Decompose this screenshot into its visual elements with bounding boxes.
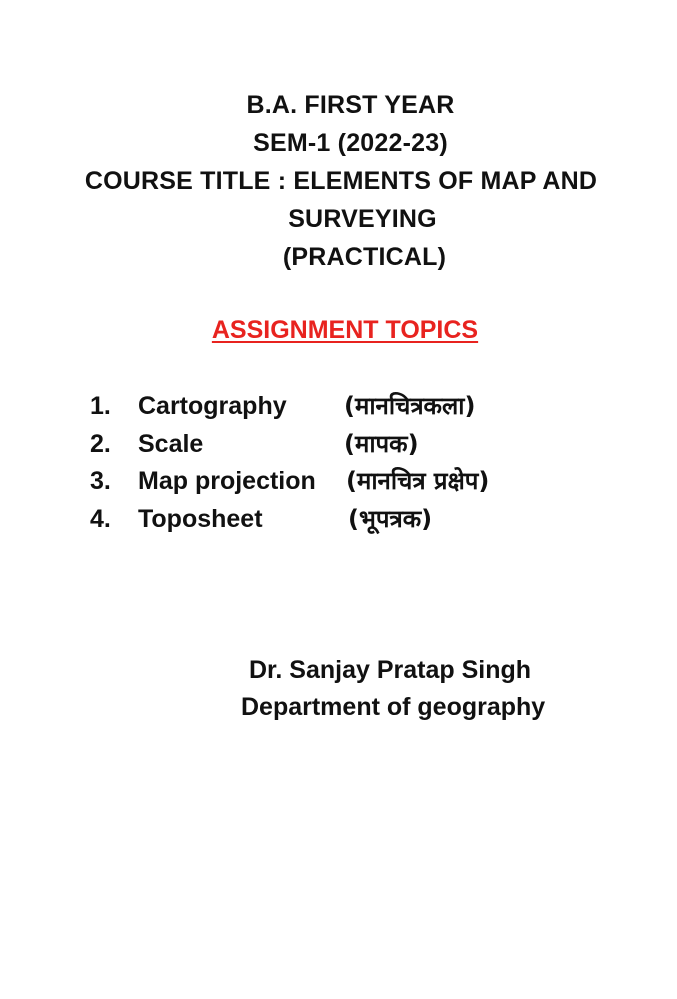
topic-hindi-name: (मापक) bbox=[344, 429, 419, 458]
course-year: B.A. FIRST YEAR bbox=[246, 91, 455, 119]
topic-hindi-name: (मानचित्रकला) bbox=[344, 392, 476, 420]
author-name: Dr. Sanjay Pratap Singh bbox=[249, 656, 532, 684]
course-title-continued: SURVEYING bbox=[288, 205, 437, 233]
author-department: Department of geography bbox=[241, 693, 546, 721]
course-title: COURSE TITLE : ELEMENTS OF MAP AND bbox=[84, 167, 598, 195]
topic-hindi-name: (मानचित्र प्रक्षेप) bbox=[346, 467, 490, 495]
topic-name: Scale bbox=[138, 429, 204, 458]
topic-number: 3. bbox=[90, 467, 111, 495]
topic-name: Map projection bbox=[138, 467, 316, 495]
topic-number: 4. bbox=[90, 504, 111, 533]
topic-name: Toposheet bbox=[138, 504, 263, 533]
topic-number: 1. bbox=[90, 392, 111, 420]
assignment-heading: ASSIGNMENT TOPICS bbox=[211, 316, 479, 344]
semester: SEM-1 (2022-23) bbox=[253, 129, 448, 157]
topic-number: 2. bbox=[90, 429, 111, 458]
course-type: (PRACTICAL) bbox=[282, 243, 447, 271]
topic-name: Cartography bbox=[138, 392, 287, 420]
topic-hindi-name: (भूपत्रक) bbox=[348, 504, 433, 533]
